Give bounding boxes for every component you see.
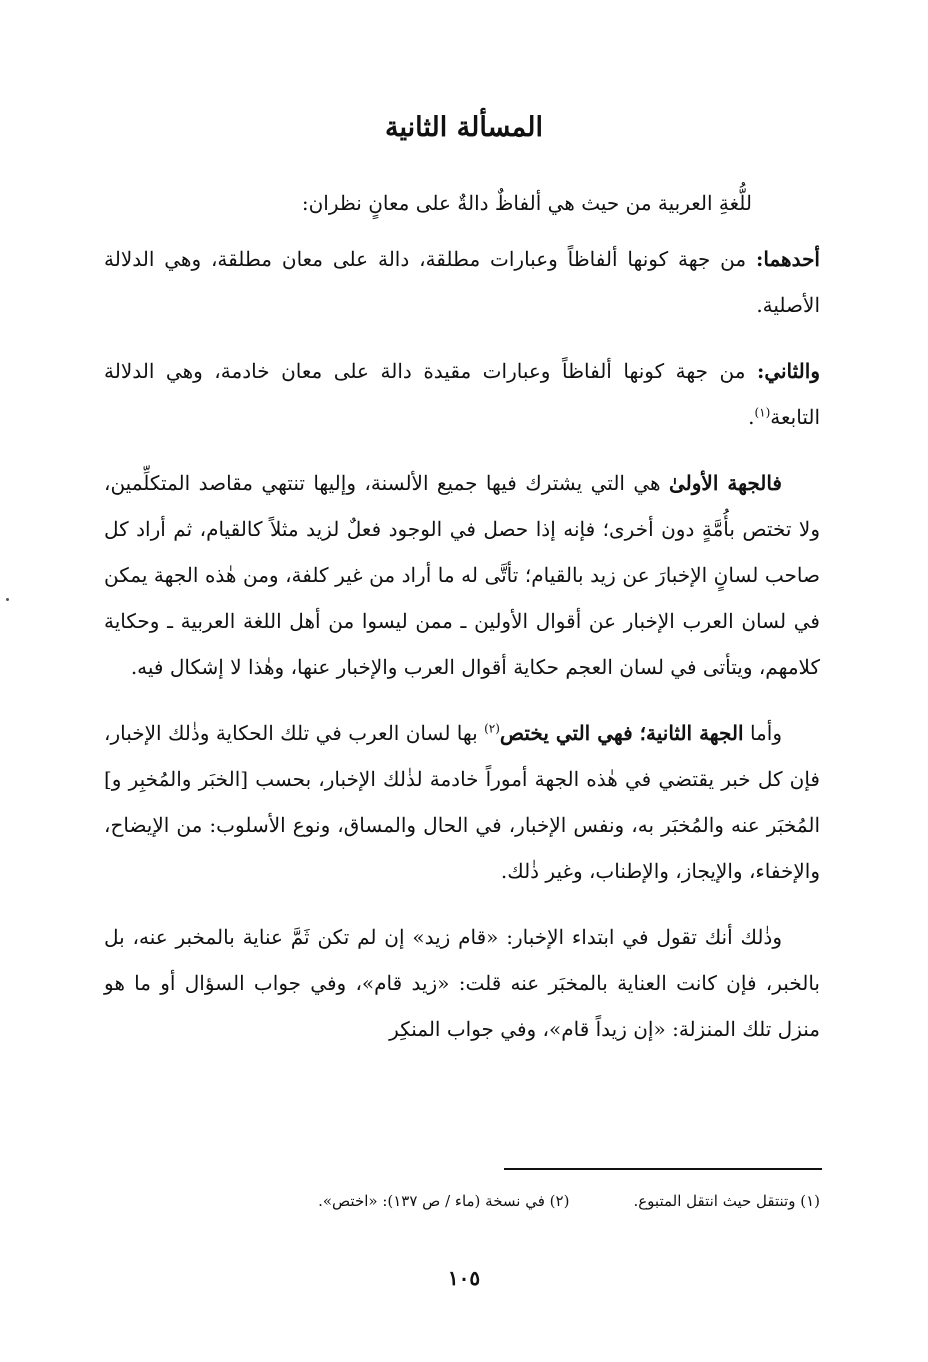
intro-paragraph [104,180,820,226]
scan-speck [6,598,9,601]
main-text [104,180,820,1072]
second-aspect-lead: والثاني: [756,359,820,383]
second-direction-text: بها لسان العرب في تلك الحكاية وذٰلك الإخبار، فإن كل خبر يقتضي في هٰذه الجهة أموراً خادمة لذٰلك الإخبار، بحسب [الخبَر والمُخبِر و] المُخبَر عنه والمُخبَر به، ونفس الإخبار، في الحال والمساق، ونوع الأسلوب: من الإيضاح، والإخفاء، والإيجاز، والإطناب، وغير ذٰلك. [104,721,820,883]
first-direction-text: هي التي يشترك فيها جميع الألسنة، وإليها تنتهي مقاصد المتكلِّمين، ولا تختص بأُمَّةٍ دون أخرى؛ فإنه إذا حصل في الوجود فعلٌ لزيد مثلاً كالقيام، ثم أراد كل صاحب لسانٍ الإخبارَ عن زيد بالقيام؛ تأتَّى له ما أراد من غير كلفة، ومن هٰذه الجهة يمكن في لسان العرب الإخبار عن أقوال الأولين ـ ممن ليسوا من أهل اللغة العربية ـ وحكاية كلامهم، ويتأتى في لسان العجم حكاية أقوال العرب والإخبار عنها، وهٰذا لا إشكال فيه. [104,471,820,679]
second-direction-lead: الجهة الثانية [646,721,744,745]
footnote-ref-2[interactable]: (٢) [484,721,500,736]
first-direction-lead: فالجهة الأولىٰ [669,471,782,495]
footnote-ref-1[interactable]: (١) [754,405,771,420]
footnote-separator [504,1168,822,1170]
paragraph-example [104,914,820,1052]
example-text: وذٰلك أنك تقول في ابتداء الإخبار: «قام زيد» إن لم تكن ثَمَّ عناية بالمخبر عنه، بل بالخبر، فإن كانت العناية بالمخبَر عنه قلت: «زيد قام»، وفي جواب السؤال أو ما هو منزل تلك المنزلة: «إن زيداً قام»، وفي جواب المنكِر [104,925,820,1041]
paragraph-second-aspect [104,348,820,440]
paragraph-second-direction [104,710,820,894]
page-number: ١٠٥ [447,1266,481,1290]
second-direction-mid: ؛ فهي التي يختص [499,721,646,745]
footnote-1: (١) وتنتقل حيث انتقل المتبوع. [633,1192,820,1210]
first-aspect-lead: أحدهما: [755,247,820,271]
second-aspect-text: من جهة كونها ألفاظاً وعبارات مقيدة دالة على معان خادمة، وهي الدلالة التابعة [104,359,820,429]
paragraph-first-direction [104,460,820,690]
section-title: المسألة الثانية [385,112,543,143]
second-aspect-end: . [748,405,755,429]
footnote-2: (٢) في نسخة (ماء / ص ١٣٧): «اختص». [318,1192,570,1210]
second-direction-start: وأما [743,721,782,745]
paragraph-first-aspect [104,236,820,328]
first-aspect-text: من جهة كونها ألفاظاً وعبارات مطلقة، دالة على معان مطلقة، وهي الدلالة الأصلية. [104,247,820,317]
footnotes [160,1192,820,1210]
intro-text: للُّغةِ العربية من حيث هي ألفاظٌ دالةٌ على معانٍ نظران: [301,191,752,215]
